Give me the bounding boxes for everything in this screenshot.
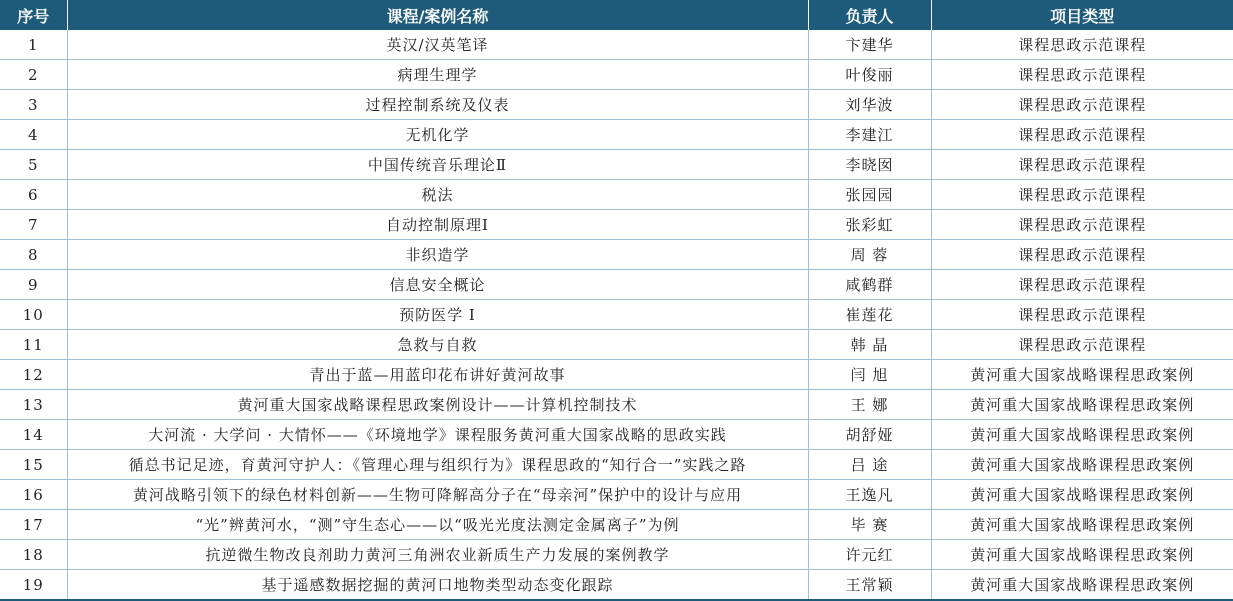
cell-name: “光”辨黄河水，“测”守生态心——以“吸光光度法测定金属离子”为例 xyxy=(67,510,808,540)
cell-type: 课程思政示范课程 xyxy=(931,90,1233,120)
cell-type: 课程思政示范课程 xyxy=(931,210,1233,240)
cell-type: 课程思政示范课程 xyxy=(931,60,1233,90)
cell-type: 课程思政示范课程 xyxy=(931,150,1233,180)
cell-name: 青出于蓝—用蓝印花布讲好黄河故事 xyxy=(67,360,808,390)
cell-owner: 叶俊丽 xyxy=(808,60,931,90)
cell-owner: 刘华波 xyxy=(808,90,931,120)
cell-name: 英汉/汉英笔译 xyxy=(67,30,808,60)
cell-type: 课程思政示范课程 xyxy=(931,240,1233,270)
cell-owner: 咸鹤群 xyxy=(808,270,931,300)
cell-owner: 崔莲花 xyxy=(808,300,931,330)
cell-name: 信息安全概论 xyxy=(67,270,808,300)
cell-owner: 许元红 xyxy=(808,540,931,570)
table-row xyxy=(0,60,1233,90)
cell-name: 中国传统音乐理论Ⅱ xyxy=(67,150,808,180)
cell-no: 13 xyxy=(0,390,67,420)
table-row xyxy=(0,510,1233,540)
cell-owner: 毕 赛 xyxy=(808,510,931,540)
cell-owner: 吕 途 xyxy=(808,450,931,480)
cell-name: 基于遥感数据挖掘的黄河口地物类型动态变化跟踪 xyxy=(67,570,808,601)
cell-type: 黄河重大国家战略课程思政案例 xyxy=(931,480,1233,510)
cell-name: 自动控制原理Ⅰ xyxy=(67,210,808,240)
cell-owner: 闫 旭 xyxy=(808,360,931,390)
cell-type: 黄河重大国家战略课程思政案例 xyxy=(931,570,1233,601)
cell-name: 循总书记足迹，育黄河守护人：《管理心理与组织行为》课程思政的“知行合一”实践之路 xyxy=(67,450,808,480)
table-row xyxy=(0,210,1233,240)
header-no: 序号 xyxy=(0,0,67,30)
cell-type: 课程思政示范课程 xyxy=(931,330,1233,360)
table-row xyxy=(0,390,1233,420)
cell-name: 抗逆微生物改良剂助力黄河三角洲农业新质生产力发展的案例教学 xyxy=(67,540,808,570)
cell-no: 3 xyxy=(0,90,67,120)
cell-no: 18 xyxy=(0,540,67,570)
cell-owner: 王常颖 xyxy=(808,570,931,601)
cell-type: 课程思政示范课程 xyxy=(931,270,1233,300)
table-row xyxy=(0,420,1233,450)
cell-type: 黄河重大国家战略课程思政案例 xyxy=(931,360,1233,390)
cell-type: 黄河重大国家战略课程思政案例 xyxy=(931,450,1233,480)
header-row xyxy=(0,0,1233,30)
cell-owner: 王逸凡 xyxy=(808,480,931,510)
table-row xyxy=(0,270,1233,300)
cell-no: 15 xyxy=(0,450,67,480)
cell-owner: 李晓囡 xyxy=(808,150,931,180)
cell-name: 非织造学 xyxy=(67,240,808,270)
cell-no: 9 xyxy=(0,270,67,300)
cell-owner: 李建江 xyxy=(808,120,931,150)
table-row xyxy=(0,30,1233,60)
cell-no: 16 xyxy=(0,480,67,510)
cell-no: 5 xyxy=(0,150,67,180)
cell-type: 课程思政示范课程 xyxy=(931,180,1233,210)
cell-name: 过程控制系统及仪表 xyxy=(67,90,808,120)
cell-name: 无机化学 xyxy=(67,120,808,150)
cell-type: 黄河重大国家战略课程思政案例 xyxy=(931,390,1233,420)
cell-owner: 周 蓉 xyxy=(808,240,931,270)
table-row xyxy=(0,570,1233,601)
table-row xyxy=(0,540,1233,570)
table-row xyxy=(0,120,1233,150)
header-type: 项目类型 xyxy=(931,0,1233,30)
cell-name: 黄河战略引领下的绿色材料创新——生物可降解高分子在“母亲河”保护中的设计与应用 xyxy=(67,480,808,510)
header-name: 课程/案例名称 xyxy=(67,0,808,30)
cell-name: 大河流 · 大学问 · 大情怀——《环境地学》课程服务黄河重大国家战略的思政实践 xyxy=(67,420,808,450)
cell-name: 税法 xyxy=(67,180,808,210)
cell-no: 10 xyxy=(0,300,67,330)
cell-owner: 张园园 xyxy=(808,180,931,210)
table-row xyxy=(0,360,1233,390)
cell-type: 课程思政示范课程 xyxy=(931,300,1233,330)
cell-no: 12 xyxy=(0,360,67,390)
table-row xyxy=(0,300,1233,330)
cell-no: 4 xyxy=(0,120,67,150)
cell-type: 课程思政示范课程 xyxy=(931,30,1233,60)
cell-owner: 张彩虹 xyxy=(808,210,931,240)
table-row xyxy=(0,240,1233,270)
cell-owner: 韩 晶 xyxy=(808,330,931,360)
cell-type: 黄河重大国家战略课程思政案例 xyxy=(931,420,1233,450)
cell-no: 8 xyxy=(0,240,67,270)
cell-owner: 胡舒娅 xyxy=(808,420,931,450)
cell-no: 17 xyxy=(0,510,67,540)
cell-name: 黄河重大国家战略课程思政案例设计——计算机控制技术 xyxy=(67,390,808,420)
cell-no: 1 xyxy=(0,30,67,60)
cell-owner: 王 娜 xyxy=(808,390,931,420)
table-row xyxy=(0,180,1233,210)
table-body xyxy=(0,30,1233,600)
cell-no: 11 xyxy=(0,330,67,360)
cell-no: 6 xyxy=(0,180,67,210)
cell-name: 预防医学 Ⅰ xyxy=(67,300,808,330)
cell-type: 黄河重大国家战略课程思政案例 xyxy=(931,510,1233,540)
cell-name: 病理生理学 xyxy=(67,60,808,90)
table-row xyxy=(0,480,1233,510)
cell-no: 7 xyxy=(0,210,67,240)
table-row xyxy=(0,450,1233,480)
cell-owner: 卞建华 xyxy=(808,30,931,60)
cell-no: 14 xyxy=(0,420,67,450)
cell-no: 19 xyxy=(0,570,67,601)
cell-no: 2 xyxy=(0,60,67,90)
cell-type: 课程思政示范课程 xyxy=(931,120,1233,150)
header-owner: 负责人 xyxy=(808,0,931,30)
table-header xyxy=(0,0,1233,30)
table-row xyxy=(0,330,1233,360)
cell-type: 黄河重大国家战略课程思政案例 xyxy=(931,540,1233,570)
table-row xyxy=(0,150,1233,180)
cell-name: 急救与自救 xyxy=(67,330,808,360)
table-row xyxy=(0,90,1233,120)
